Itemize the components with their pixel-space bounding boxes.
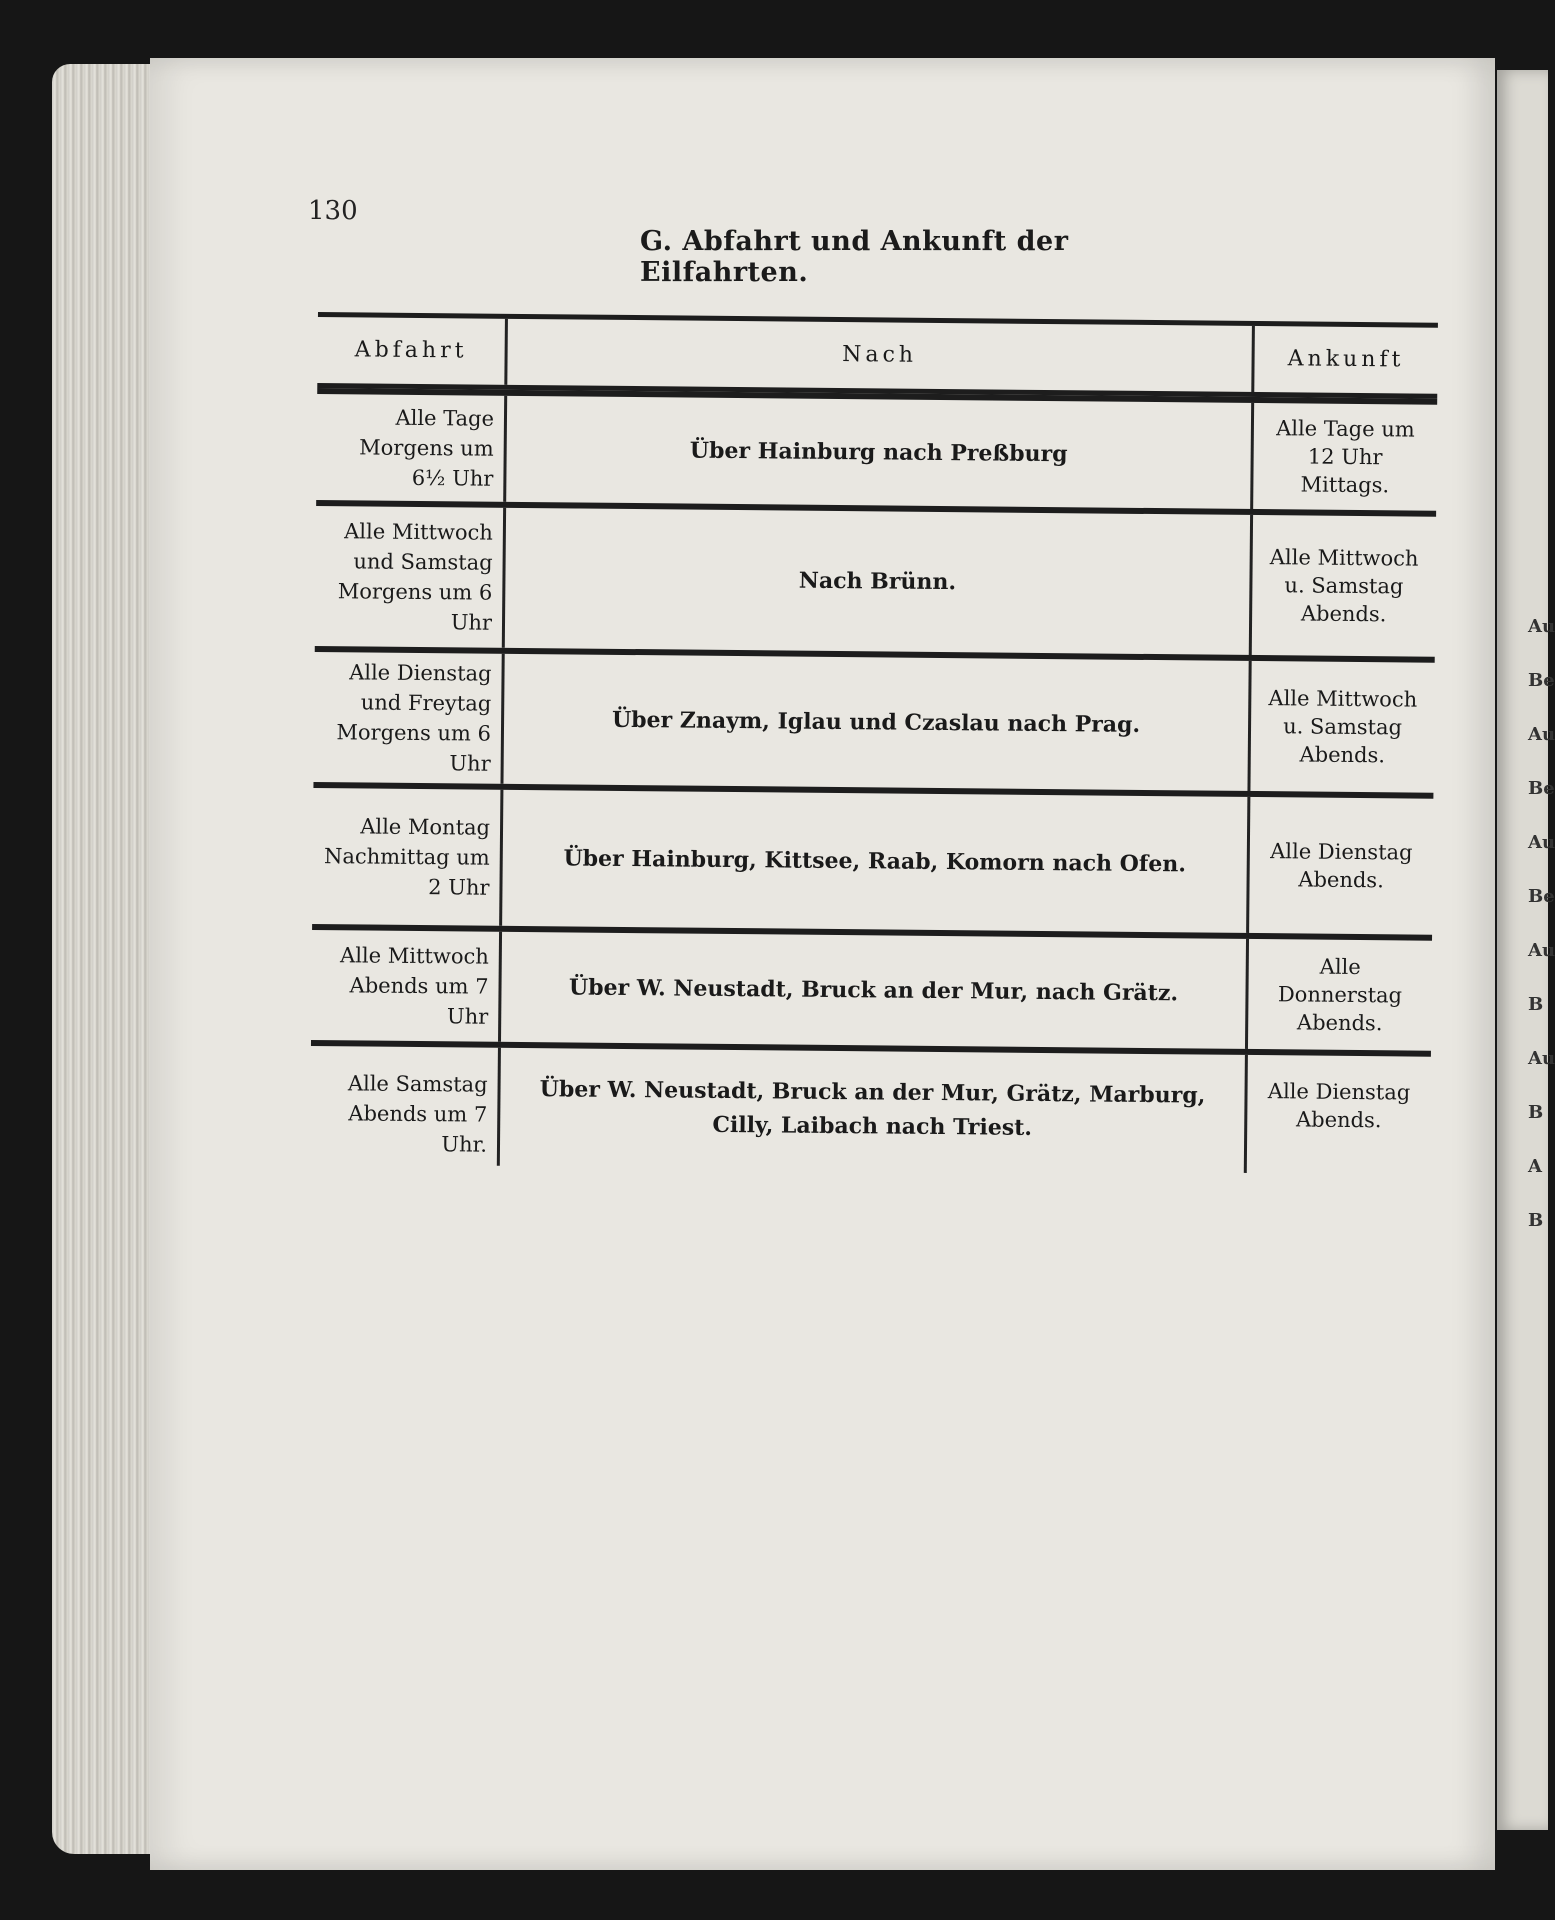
arrival-cell: Alle Mittwoch u. Samstag Abends.: [1249, 515, 1436, 657]
facing-page-margin-text: Au Be Au Be Au Be Au B Au B A B: [1528, 616, 1555, 1231]
destination-cell: Über Hainburg, Kittsee, Raab, Komorn nach Ofen.: [563, 845, 1187, 878]
table-row: [310, 1040, 1431, 1175]
departure-cell: Alle Tage Morgens um 6½ Uhr: [316, 394, 507, 502]
destination-cell: Über W. Neustadt, Bruck an der Mur, nach Grätz.: [568, 974, 1179, 1007]
table-row: [313, 646, 1434, 793]
arrival-cell: Alle Dienstag Abends.: [1244, 1055, 1431, 1175]
destination-cell: Über Hainburg nach Preßburg: [689, 437, 1068, 468]
arrival-cell: Alle Donnerstag Abends.: [1245, 939, 1432, 1051]
departure-cell: Alle Mittwoch Abends um 7 Uhr: [311, 930, 502, 1042]
departure-cell: Alle Montag Nachmittag um 2 Uhr: [312, 788, 503, 926]
destination-cell: Nach Brünn.: [798, 567, 957, 596]
header-destination: Nach: [842, 342, 918, 368]
destination-cell: Über Znaym, Iglau und Czaslau nach Prag.: [611, 706, 1141, 738]
table-header-row: [317, 312, 1438, 399]
table-row: [316, 388, 1437, 511]
arrival-cell: Alle Tage um 12 Uhr Mittags.: [1250, 403, 1437, 511]
table-row: [312, 782, 1433, 935]
header-arrival: Ankunft: [1251, 326, 1438, 394]
departure-cell: Alle Samstag Abends um 7 Uhr.: [310, 1046, 501, 1166]
timetable: [310, 312, 1438, 1175]
section-title: G. Abfahrt und Ankunft der Eilfahrten.: [640, 226, 1069, 288]
table-row: [315, 500, 1436, 657]
page-number: 130: [308, 196, 358, 226]
destination-cell: Über W. Neustadt, Bruck an der Mur, Grätz, Marburg, Cilly, Laibach nach Triest.: [539, 1076, 1206, 1141]
table-row: [311, 924, 1432, 1051]
arrival-cell: Alle Mittwoch u. Samstag Abends.: [1247, 661, 1434, 793]
header-departure: Abfahrt: [317, 317, 508, 385]
departure-cell: Alle Dienstag und Freytag Morgens um 6 Uhr: [313, 652, 504, 784]
arrival-cell: Alle Dienstag Abends.: [1246, 797, 1433, 935]
departure-cell: Alle Mittwoch und Samstag Morgens um 6 Uhr: [315, 506, 506, 648]
